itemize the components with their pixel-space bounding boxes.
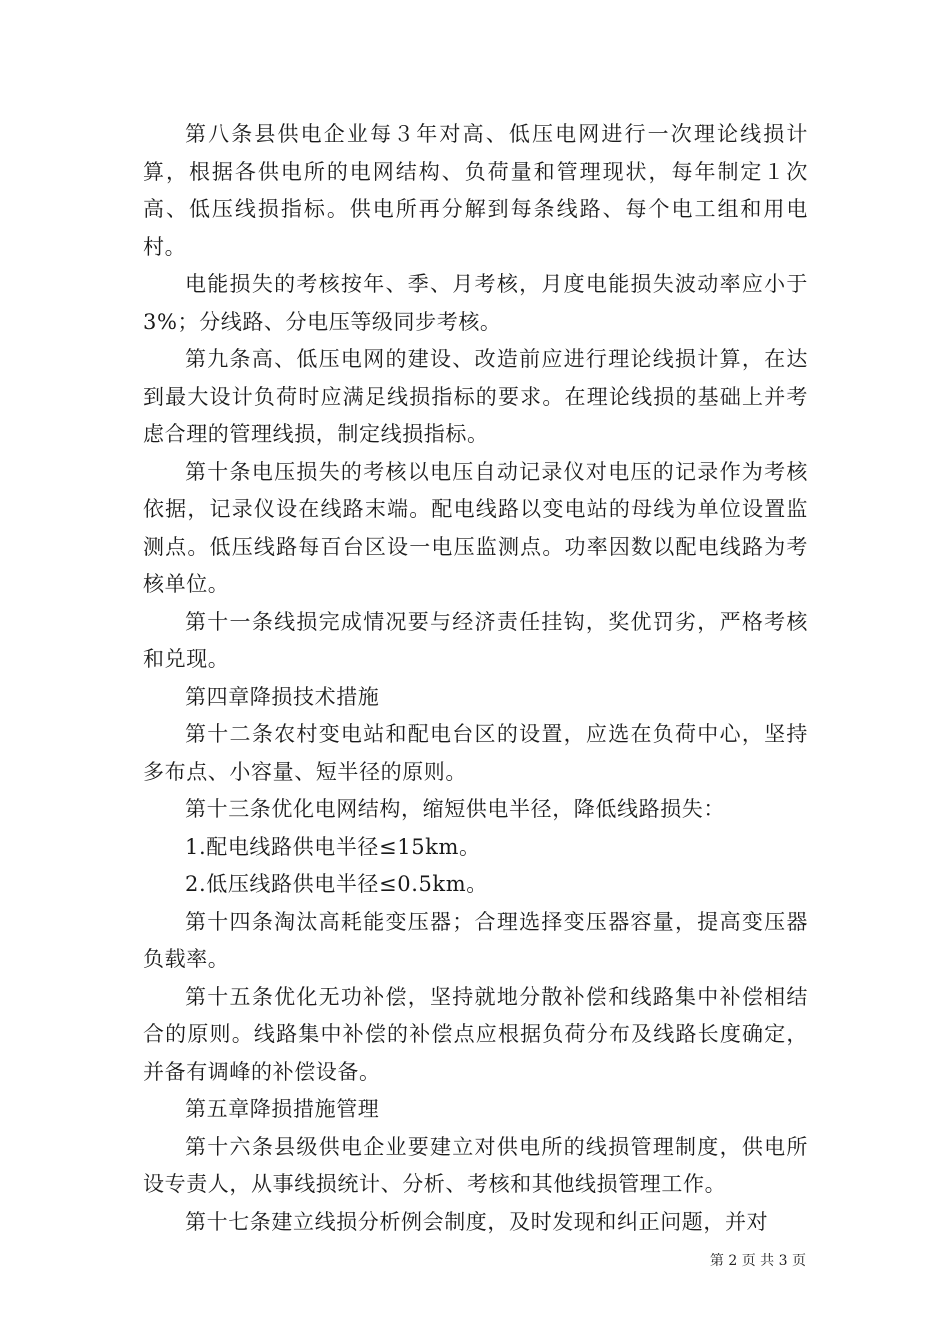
paragraph-article-15: 第十五条优化无功补偿，坚持就地分散补偿和线路集中补偿相结合的原则。线路集中补偿的补偿点应根据负荷分布及线路长度确定，并备有调峰的补偿设备。 (143, 984, 808, 1084)
paragraph-article-11: 第十一条线损完成情况要与经济责任挂钩，奖优罚劣，严格考核和兑现。 (143, 609, 808, 671)
paragraph-article-8: 第八条县供电企业每３年对高、低压电网进行一次理论线损计算，根据各供电所的电网结构、负荷量和管理现状，每年制定１次高、低压线损指标。供电所再分解到每条线路、每个电工组和用电村。 (143, 122, 808, 259)
page-number: 第 2 页 共 3 页 (709, 1253, 806, 1269)
paragraph-article-17: 第十七条建立线损分析例会制度，及时发现和纠正问题，并对 (185, 1209, 769, 1234)
paragraph-article-13: 第十三条优化电网结构，缩短供电半径，降低线路损失： (185, 797, 725, 821)
paragraph-article-10: 第十条电压损失的考核以电压自动记录仪对电压的记录作为考核依据，记录仪设在线路末端。配电线路以变电站的母线为单位设置监测点。低压线路每百台区设一电压监测点。功率因数以配电线路为考核单位。 (143, 459, 808, 596)
chapter-5-heading: 第五章降损措施管理 (185, 1097, 380, 1121)
document-body (143, 116, 808, 1241)
paragraph-energy-loss-assessment: 电能损失的考核按年、季、月考核，月度电能损失波动率应小于3%；分线路、分电压等级同步考核。 (143, 272, 808, 334)
page-footer (0, 1250, 806, 1270)
paragraph-article-16: 第十六条县级供电企业要建立对供电所的线损管理制度，供电所设专责人，从事线损统计、分析、考核和其他线损管理工作。 (143, 1134, 808, 1196)
paragraph-article-14: 第十四条淘汰高耗能变压器；合理选择变压器容量，提高变压器负载率。 (143, 909, 808, 971)
list-item-1: 1.配电线路供电半径≤15km。 (185, 834, 481, 859)
list-item-2: 2.低压线路供电半径≤0.5km。 (185, 872, 488, 896)
paragraph-article-9: 第九条高、低压电网的建设、改造前应进行理论线损计算，在达到最大设计负荷时应满足线损指标的要求。在理论线损的基础上并考虑合理的管理线损，制定线损指标。 (143, 347, 808, 446)
paragraph-article-12: 第十二条农村变电站和配电台区的设置，应选在负荷中心，坚持多布点、小容量、短半径的原则。 (143, 722, 808, 784)
chapter-4-heading: 第四章降损技术措施 (185, 684, 380, 709)
